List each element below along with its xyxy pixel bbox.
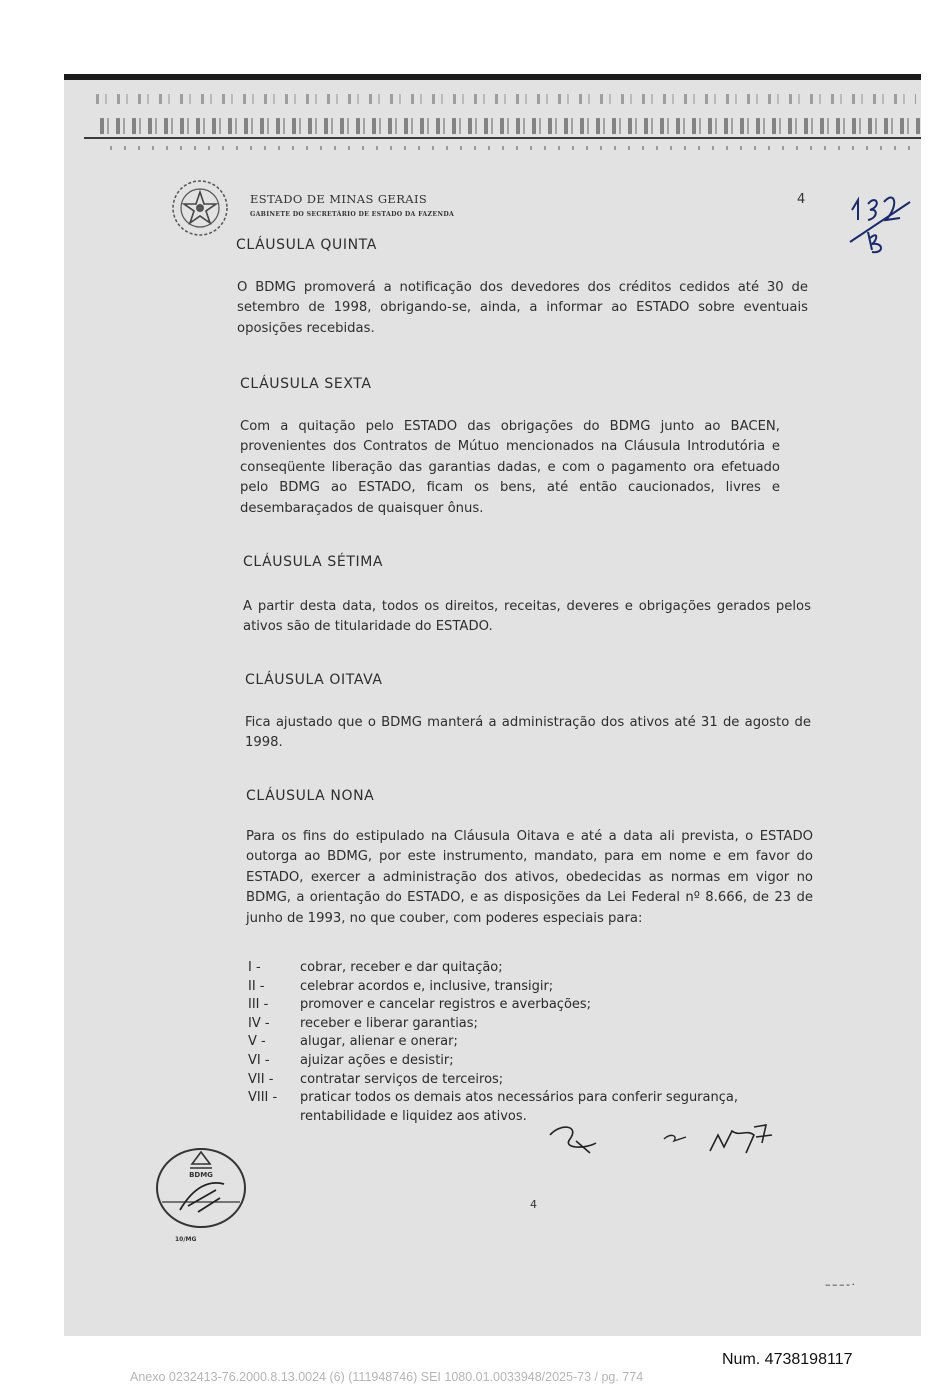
item-number: V - bbox=[248, 1034, 266, 1050]
dash-mark: – – – - · bbox=[825, 1278, 854, 1291]
list-item bbox=[248, 1071, 828, 1090]
state-seal-icon bbox=[166, 177, 234, 239]
header-rule bbox=[84, 137, 921, 139]
item-number: IV - bbox=[248, 1015, 270, 1031]
item-text: celebrar acordos e, inclusive, transigir; bbox=[300, 978, 554, 994]
powers-list bbox=[248, 959, 828, 1126]
list-item bbox=[248, 1052, 828, 1071]
clause-text: Fica ajustado que o BDMG manterá a administração dos ativos até 31 de agosto de 1998. bbox=[245, 715, 811, 751]
item-text: ajuizar ações e desistir; bbox=[300, 1052, 454, 1068]
clause-title: CLÁUSULA NONA bbox=[246, 788, 375, 804]
svg-text:BDMG: BDMG bbox=[189, 1171, 213, 1179]
list-item bbox=[248, 959, 828, 978]
bdmg-stamp-icon bbox=[154, 1146, 248, 1230]
list-item bbox=[248, 1033, 828, 1052]
stamp-label: 10/MG bbox=[175, 1236, 197, 1243]
item-number: I - bbox=[248, 960, 261, 975]
list-item-continuation: rentabilidade e liquidez aos ativos. bbox=[300, 1108, 527, 1124]
item-text: promover e cancelar registros e averbações; bbox=[300, 997, 592, 1013]
scan-top-edge bbox=[64, 74, 921, 80]
page-number: 4 bbox=[797, 192, 806, 207]
scan-noise bbox=[100, 118, 920, 134]
list-item bbox=[248, 978, 828, 997]
list-item bbox=[248, 1015, 828, 1034]
item-text: receber e liberar garantias; bbox=[300, 1015, 478, 1031]
bottom-mark: 4 bbox=[530, 1198, 537, 1211]
document-number: Num. 4738198117 bbox=[722, 1351, 853, 1368]
clause-text: Com a quitação pelo ESTADO das obrigações do BDMG junto ao BACEN, provenientes dos Contratos de Mútuo mencionados na Cláusula Introdutória e conseqüente liberação das garantias dadas, e com o pagamento ora efetuado pelo BDMG ao ESTADO, ficam os bens, até então caucionados, livres e desembaraçados de quaisquer ônus. bbox=[240, 419, 780, 516]
item-text: praticar todos os demais atos necessários para conferir segurança, bbox=[300, 1090, 738, 1106]
scan-noise bbox=[110, 146, 920, 150]
clause-title: CLÁUSULA QUINTA bbox=[236, 237, 377, 253]
clause-text: O BDMG promoverá a notificação dos devedores dos créditos cedidos até 30 de setembro de 1998, obrigando-se, ainda, a informar ao ESTADO sobre eventuais oposições recebidas. bbox=[237, 280, 808, 336]
item-text: alugar, alienar e onerar; bbox=[300, 1034, 458, 1050]
item-number: VII - bbox=[248, 1071, 274, 1087]
header-state-name: ESTADO DE MINAS GERAIS bbox=[250, 192, 428, 206]
item-text: cobrar, receber e dar quitação; bbox=[300, 960, 503, 975]
header-department: GABINETE DO SECRETÁRIO DE ESTADO DA FAZENDA bbox=[250, 211, 455, 218]
clause-title: CLÁUSULA SEXTA bbox=[240, 376, 372, 392]
scan-noise bbox=[96, 94, 916, 104]
item-number: VIII - bbox=[248, 1090, 278, 1106]
clause-title: CLÁUSULA OITAVA bbox=[245, 672, 383, 688]
signature-image bbox=[540, 1113, 800, 1163]
list-item bbox=[248, 996, 828, 1015]
clause-text: A partir desta data, todos os direitos, receitas, deveres e obrigações gerados pelos ativos são de titularidade do ESTADO. bbox=[243, 599, 811, 635]
item-number: III - bbox=[248, 997, 269, 1013]
item-text: contratar serviços de terceiros; bbox=[300, 1071, 504, 1087]
page-footer: Anexo 0232413-76.2000.8.13.0024 (6) (111948746) SEI 1080.01.0033948/2025-73 / pg. 774 bbox=[130, 1370, 644, 1384]
clause-text: Para os fins do estipulado na Cláusula Oitava e até a data ali prevista, o ESTADO outorga ao BDMG, por este instrumento, mandato, para em nome e em favor do ESTADO, exercer a administração dos ativos, obedecidas as normas em vigor no BDMG, a orientação do ESTADO, e as disposições da Lei Federal nº 8.666, de 23 de junho de 1993, no que couber, com poderes especiais para: bbox=[246, 829, 813, 926]
item-number: VI - bbox=[248, 1052, 270, 1068]
handwritten-annotation bbox=[846, 186, 916, 262]
item-number: II - bbox=[248, 978, 265, 994]
list-item bbox=[248, 1089, 828, 1108]
clause-title: CLÁUSULA SÉTIMA bbox=[243, 554, 384, 570]
